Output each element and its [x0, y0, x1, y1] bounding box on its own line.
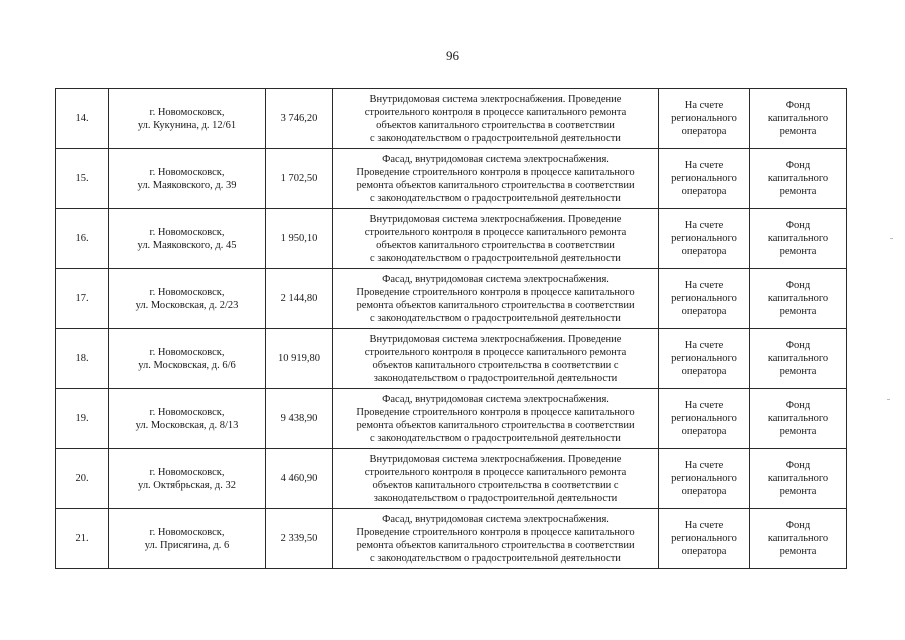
funding-source-cell — [750, 89, 847, 149]
address-cell-line: г. Новомосковск, — [149, 226, 225, 238]
account-method-cell-line: На счете — [684, 100, 724, 111]
account-method-cell-line: регионального — [671, 173, 737, 184]
funding-source-cell-line: ремонта — [779, 126, 817, 137]
funding-source-cell — [750, 449, 847, 509]
work-description-cell-line: Фасад, внутридомовая система электроснабжения. — [382, 273, 609, 285]
work-description-cell — [333, 89, 659, 149]
address-cell-line: ул. Маяковского, д. 39 — [137, 179, 237, 191]
table-row — [56, 329, 847, 389]
funding-source-cell-line: Фонд — [785, 340, 811, 351]
work-description-cell-line: объектов капитального строительства в соответствии — [376, 119, 615, 131]
area-cell: 1 950,10 — [266, 209, 333, 269]
work-description-cell-line: Проведение строительного контроля в процессе капитального — [356, 526, 635, 538]
table-row — [56, 389, 847, 449]
work-description-cell-line: ремонта объектов капитального строительства в соответствии — [356, 539, 635, 551]
account-method-cell-line: оператора — [681, 246, 727, 257]
address-cell-line: ул. Присягина, д. 6 — [144, 539, 230, 551]
table-body — [56, 89, 847, 569]
work-description-cell-line: законодательством о градостроительной деятельности — [373, 372, 618, 384]
address-cell-line: ул. Московская, д. 8/13 — [135, 419, 239, 431]
address-cell — [109, 149, 266, 209]
funding-source-cell-line: Фонд — [785, 160, 811, 171]
account-method-cell-line: регионального — [671, 533, 737, 544]
account-method-cell — [659, 509, 750, 569]
account-method-cell-line: оператора — [681, 366, 727, 377]
work-description-cell-line: с законодательством о градостроительной деятельности — [370, 312, 621, 324]
funding-source-cell-line: капитального — [767, 353, 829, 364]
row-number: 20. — [56, 449, 109, 509]
account-method-cell-line: регионального — [671, 473, 737, 484]
account-method-cell-line: оператора — [681, 546, 727, 557]
work-description-cell — [333, 389, 659, 449]
address-cell-line: ул. Московская, д. 2/23 — [135, 299, 239, 311]
work-description-cell-line: Проведение строительного контроля в процессе капитального — [356, 286, 635, 298]
table-row — [56, 269, 847, 329]
work-description-cell-line: ремонта объектов капитального строительства в соответствии — [356, 419, 635, 431]
work-description-cell-line: Внутридомовая система электроснабжения. Проведение — [369, 93, 622, 105]
account-method-cell-line: оператора — [681, 186, 727, 197]
funding-source-cell — [750, 509, 847, 569]
area-cell: 4 460,90 — [266, 449, 333, 509]
account-method-cell — [659, 449, 750, 509]
address-cell — [109, 389, 266, 449]
area-cell: 2 144,80 — [266, 269, 333, 329]
work-description-cell-line: с законодательством о градостроительной деятельности — [370, 252, 621, 264]
work-description-cell — [333, 209, 659, 269]
work-description-cell-line: Внутридомовая система электроснабжения. Проведение — [369, 213, 622, 225]
address-cell-line: ул. Октябрьская, д. 32 — [138, 479, 236, 491]
funding-source-cell — [750, 389, 847, 449]
scan-speck — [887, 399, 890, 400]
address-cell-line: г. Новомосковск, — [149, 406, 225, 418]
account-method-cell — [659, 329, 750, 389]
work-description-cell-line: с законодательством о градостроительной деятельности — [370, 132, 621, 144]
address-cell-line: г. Новомосковск, — [149, 526, 225, 538]
work-description-cell-line: ремонта объектов капитального строительства в соответствии — [356, 179, 635, 191]
work-description-cell — [333, 449, 659, 509]
work-description-cell-line: строительного контроля в процессе капитального ремонта — [364, 346, 627, 358]
address-cell — [109, 89, 266, 149]
account-method-cell-line: На счете — [684, 340, 724, 351]
funding-source-cell-line: Фонд — [785, 460, 811, 471]
work-description-cell-line: Фасад, внутридомовая система электроснабжения. — [382, 153, 609, 165]
account-method-cell — [659, 209, 750, 269]
address-cell — [109, 269, 266, 329]
address-cell-line: г. Новомосковск, — [149, 466, 225, 478]
work-description-cell-line: Проведение строительного контроля в процессе капитального — [356, 406, 635, 418]
address-cell-line: г. Новомосковск, — [149, 286, 225, 298]
account-method-cell-line: регионального — [671, 113, 737, 124]
funding-source-cell-line: капитального — [767, 173, 829, 184]
address-cell-line: ул. Маяковского, д. 45 — [137, 239, 237, 251]
funding-source-cell-line: ремонта — [779, 426, 817, 437]
funding-source-cell-line: ремонта — [779, 366, 817, 377]
work-description-cell-line: строительного контроля в процессе капитального ремонта — [364, 106, 627, 118]
table-row — [56, 449, 847, 509]
work-description-cell-line: с законодательством о градостроительной деятельности — [370, 192, 621, 204]
row-number: 18. — [56, 329, 109, 389]
address-cell — [109, 209, 266, 269]
page-number: 96 — [446, 48, 459, 63]
work-description-cell — [333, 329, 659, 389]
account-method-cell-line: оператора — [681, 126, 727, 137]
work-description-cell-line: ремонта объектов капитального строительства в соответствии — [356, 299, 635, 311]
funding-source-cell — [750, 149, 847, 209]
funding-source-cell-line: Фонд — [785, 280, 811, 291]
funding-source-cell-line: Фонд — [785, 400, 811, 411]
work-description-cell-line: законодательством о градостроительной деятельности — [373, 492, 618, 504]
funding-source-cell-line: ремонта — [779, 546, 817, 557]
area-cell: 1 702,50 — [266, 149, 333, 209]
work-description-cell — [333, 269, 659, 329]
funding-source-cell-line: ремонта — [779, 186, 817, 197]
funding-source-cell-line: ремонта — [779, 246, 817, 257]
row-number: 14. — [56, 89, 109, 149]
work-description-cell-line: Внутридомовая система электроснабжения. Проведение — [369, 333, 622, 345]
account-method-cell-line: оператора — [681, 306, 727, 317]
work-description-cell-line: строительного контроля в процессе капитального ремонта — [364, 226, 627, 238]
funding-source-cell — [750, 269, 847, 329]
funding-source-cell-line: Фонд — [785, 220, 811, 231]
row-number: 21. — [56, 509, 109, 569]
funding-source-cell-line: капитального — [767, 413, 829, 424]
work-description-cell-line: с законодательством о градостроительной деятельности — [370, 432, 621, 444]
work-description-cell-line: Фасад, внутридомовая система электроснабжения. — [382, 513, 609, 525]
address-cell-line: г. Новомосковск, — [149, 106, 225, 118]
row-number: 17. — [56, 269, 109, 329]
funding-source-cell-line: капитального — [767, 113, 829, 124]
account-method-cell-line: оператора — [681, 486, 727, 497]
funding-source-cell — [750, 329, 847, 389]
address-cell — [109, 329, 266, 389]
work-description-cell-line: объектов капитального строительства в соответствии с — [372, 359, 619, 371]
address-cell-line: г. Новомосковск, — [149, 346, 225, 358]
funding-source-cell-line: ремонта — [779, 306, 817, 317]
account-method-cell — [659, 389, 750, 449]
funding-source-cell-line: ремонта — [779, 486, 817, 497]
address-cell — [109, 509, 266, 569]
area-cell: 10 919,80 — [266, 329, 333, 389]
funding-source-cell — [750, 209, 847, 269]
funding-source-cell-line: капитального — [767, 293, 829, 304]
funding-source-cell-line: Фонд — [785, 100, 811, 111]
account-method-cell — [659, 269, 750, 329]
funding-source-cell-line: капитального — [767, 533, 829, 544]
account-method-cell-line: регионального — [671, 353, 737, 364]
work-description-cell-line: объектов капитального строительства в соответствии — [376, 239, 615, 251]
table-row — [56, 89, 847, 149]
account-method-cell — [659, 89, 750, 149]
work-description-cell — [333, 509, 659, 569]
table-row — [56, 509, 847, 569]
account-method-cell — [659, 149, 750, 209]
address-cell-line: ул. Московская, д. 6/6 — [138, 359, 236, 371]
table-row — [56, 149, 847, 209]
row-number: 16. — [56, 209, 109, 269]
work-description-cell-line: строительного контроля в процессе капитального ремонта — [364, 466, 627, 478]
work-description-cell-line: Фасад, внутридомовая система электроснабжения. — [382, 393, 609, 405]
funding-source-cell-line: капитального — [767, 473, 829, 484]
work-description-cell-line: Проведение строительного контроля в процессе капитального — [356, 166, 635, 178]
account-method-cell-line: На счете — [684, 400, 724, 411]
work-description-cell-line: с законодательством о градостроительной деятельности — [370, 552, 621, 564]
account-method-cell-line: На счете — [684, 160, 724, 171]
area-cell: 2 339,50 — [266, 509, 333, 569]
area-cell: 3 746,20 — [266, 89, 333, 149]
address-cell-line: ул. Кукунина, д. 12/61 — [137, 119, 237, 131]
address-cell-line: г. Новомосковск, — [149, 166, 225, 178]
row-number: 15. — [56, 149, 109, 209]
area-cell: 9 438,90 — [266, 389, 333, 449]
account-method-cell-line: На счете — [684, 520, 724, 531]
funding-source-cell-line: капитального — [767, 233, 829, 244]
repair-schedule-table — [55, 88, 847, 569]
scan-speck — [890, 238, 893, 239]
table-row — [56, 209, 847, 269]
row-number: 19. — [56, 389, 109, 449]
work-description-cell-line: объектов капитального строительства в соответствии с — [372, 479, 619, 491]
account-method-cell-line: На счете — [684, 220, 724, 231]
account-method-cell-line: оператора — [681, 426, 727, 437]
account-method-cell-line: регионального — [671, 293, 737, 304]
account-method-cell-line: регионального — [671, 413, 737, 424]
account-method-cell-line: На счете — [684, 280, 724, 291]
address-cell — [109, 449, 266, 509]
account-method-cell-line: регионального — [671, 233, 737, 244]
work-description-cell-line: Внутридомовая система электроснабжения. Проведение — [369, 453, 622, 465]
funding-source-cell-line: Фонд — [785, 520, 811, 531]
account-method-cell-line: На счете — [684, 460, 724, 471]
work-description-cell — [333, 149, 659, 209]
